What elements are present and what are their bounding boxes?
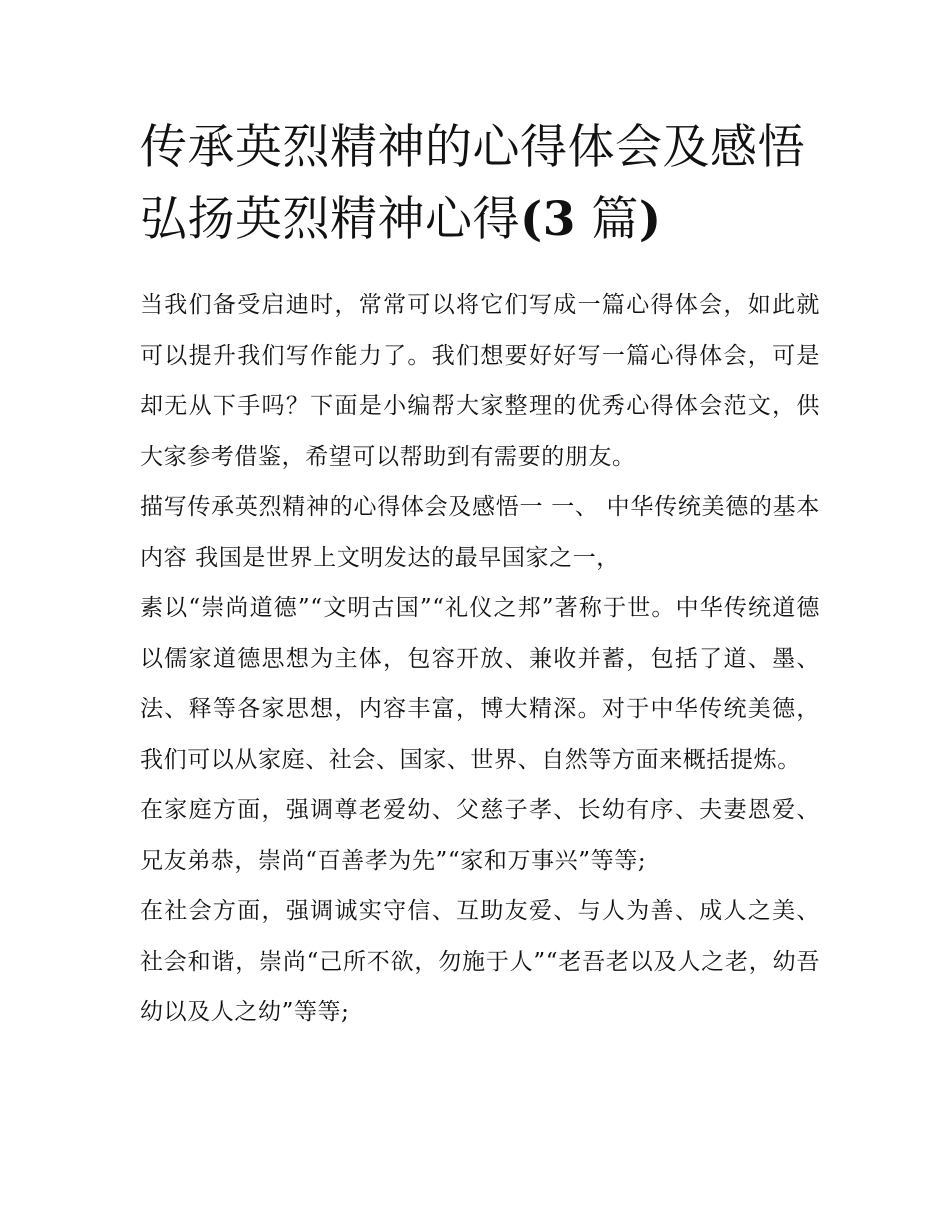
paragraph-intro: 当我们备受启迪时，常常可以将它们写成一篇心得体会，如此就可以提升我们写作能力了。我们想要好好写一篇心得体会，可是却无从下手吗？下面是小编帮大家整理的优秀心得体会范文，供大家参考借鉴，希望可以帮助到有需要的朋友。 [140,292,820,470]
paragraph-traditional-virtues: 素以“崇尚道德”“文明古国”“礼仪之邦”著称于世。中华传统道德以儒家道德思想为主体，包容开放、兼收并蓄，包括了道、墨、法、释等各家思想，内容丰富，博大精深。对于中华传统美德，我们可以从家庭、社会、国家、世界、自然等方面来概括提炼。 [140,595,820,773]
paragraph-family: 在家庭方面，强调尊老爱幼、父慈子孝、长幼有序、夫妻恩爱、兄友弟恭，崇尚“百善孝为先”“家和万事兴”等等; [140,797,820,874]
paragraph-section-heading: 描写传承英烈精神的心得体会及感悟一 一、 中华传统美德的基本内容 我国是世界上文明发达的最早国家之一， [140,494,820,571]
title-text: 传承英烈精神的心得体会及感悟 弘扬英烈精神心得 [140,120,805,247]
document-body [140,280,820,1038]
document-title [140,112,830,256]
paragraph-society: 在社会方面，强调诚实守信、互助友爱、与人为善、成人之美、社会和谐，崇尚“己所不欲，勿施于人”“老吾老以及人之老，幼吾幼以及人之幼”等等; [140,898,820,1025]
title-count: (3 [520,192,576,247]
title-close: ) [638,192,662,247]
title-unit: 篇 [575,192,639,247]
